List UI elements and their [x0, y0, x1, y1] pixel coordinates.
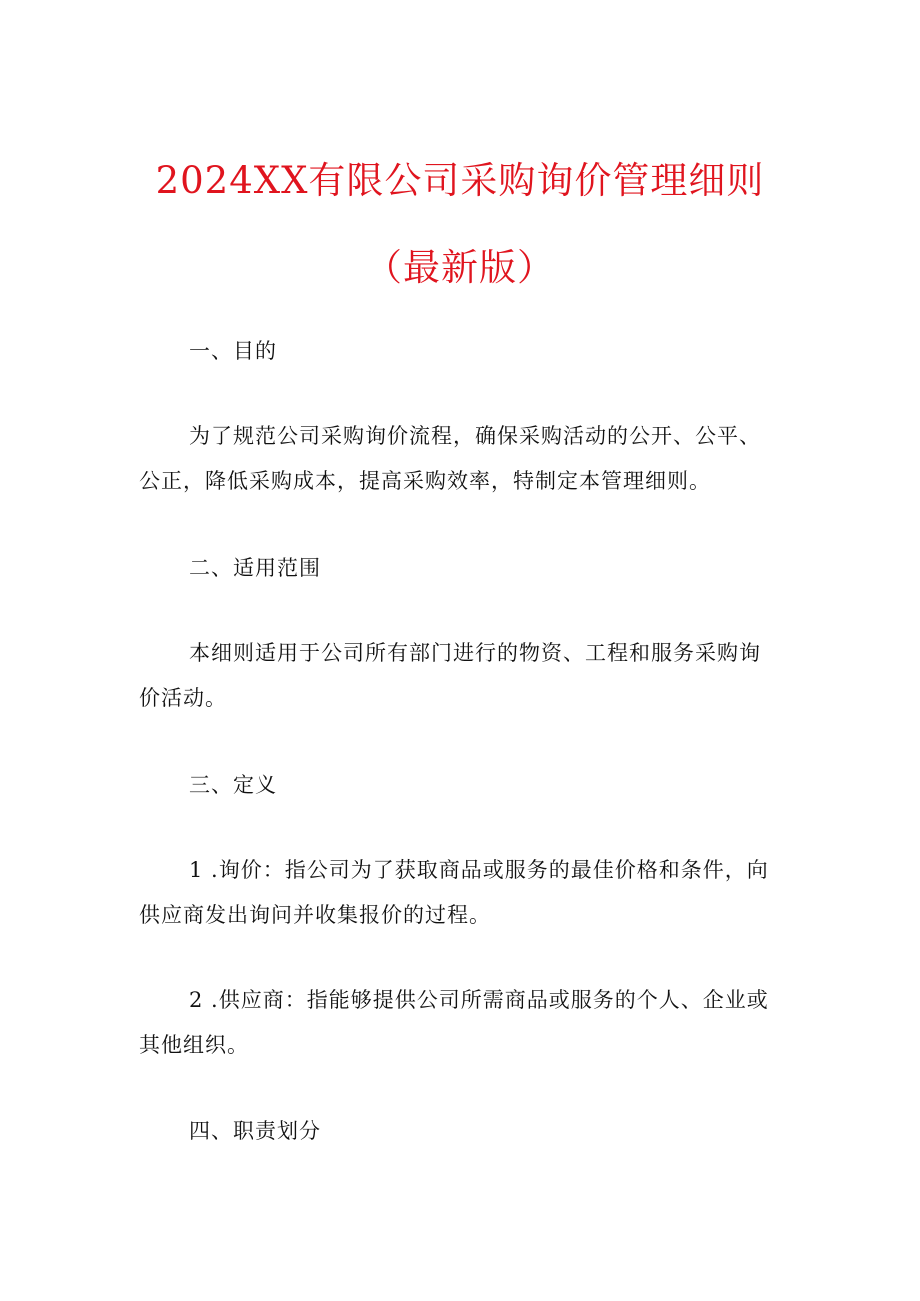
- paragraph-definition-inquiry: [139, 848, 789, 938]
- section-heading-responsibilities: 四、职责划分: [189, 1119, 321, 1143]
- document-subtitle: （最新版）: [365, 246, 555, 289]
- paragraph-scope: [139, 631, 789, 721]
- paragraph-line: 供应商发出询问并收集报价的过程。: [139, 903, 491, 927]
- paragraph-purpose: [139, 414, 789, 504]
- paragraph-definition-supplier: [139, 978, 789, 1068]
- document-title: 2024XX有限公司采购询价管理细则: [155, 159, 765, 202]
- section-heading-definitions: 三、定义: [189, 773, 277, 797]
- section-heading-scope: 二、适用范围: [189, 556, 321, 580]
- paragraph-line: 2 .供应商：指能够提供公司所需商品或服务的个人、企业或: [189, 988, 769, 1012]
- paragraph-line: 公正，降低采购成本，提高采购效率，特制定本管理细则。: [139, 469, 711, 493]
- paragraph-line: 本细则适用于公司所有部门进行的物资、工程和服务采购询: [189, 641, 761, 665]
- paragraph-line: 价活动。: [139, 686, 227, 710]
- section-heading-purpose: 一、目的: [189, 339, 277, 363]
- paragraph-line: 其他组织。: [139, 1033, 249, 1057]
- paragraph-line: 1 .询价：指公司为了获取商品或服务的最佳价格和条件，向: [189, 858, 769, 882]
- paragraph-line: 为了规范公司采购询价流程，确保采购活动的公开、公平、: [189, 424, 761, 448]
